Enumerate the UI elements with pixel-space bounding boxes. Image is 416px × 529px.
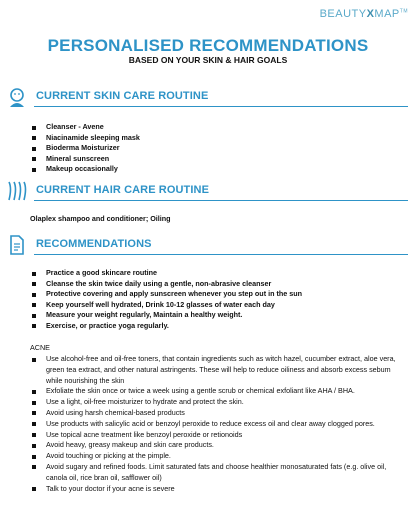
brand-mark: X (366, 8, 375, 20)
document-icon (6, 234, 28, 256)
list-item: Use topical acne treatment like benzoyl peroxide or retionoids (30, 430, 402, 441)
hair-section-title: CURRENT HAIR CARE ROUTINE (36, 184, 209, 196)
list-item: Bioderma Moisturizer (30, 143, 390, 154)
skin-section-title: CURRENT SKIN CARE ROUTINE (36, 90, 209, 102)
brand-tm: TM (399, 8, 408, 15)
section-divider (34, 106, 408, 107)
skin-section-header (6, 86, 408, 110)
hair-section-header (6, 180, 408, 204)
list-item: Use a light, oil-free moisturizer to hydrate and protect the skin. (30, 397, 402, 408)
list-item: Exercise, or practice yoga regularly. (30, 321, 400, 332)
brand-left: BEAUTY (319, 8, 367, 20)
list-item: Cleanse the skin twice daily using a gentle, non-abrasive cleanser (30, 279, 400, 290)
section-divider (34, 200, 408, 201)
list-item: Avoid touching or picking at the pimple. (30, 451, 402, 462)
section-divider (34, 254, 408, 255)
list-item: Keep yourself well hydrated, Drink 10-12 glasses of water each day (30, 300, 400, 311)
hair-routine-text: Olaplex shampoo and conditioner; Oiling (30, 214, 171, 223)
list-item: Measure your weight regularly, Maintain a healthy weight. (30, 310, 400, 321)
recs-section-title: RECOMMENDATIONS (36, 238, 152, 250)
list-item: Exfoliate the skin once or twice a week using a gentle scrub or chemical exfoliant like AHA / BHA. (30, 386, 402, 397)
list-item: Avoid sugary and refined foods. Limit saturated fats and choose healthier monosaturated fats (e.g. olive oil, canola oil, rice bran oil, safflower oil) (30, 462, 402, 484)
recommendations-list (30, 268, 400, 331)
list-item: Makeup occasionally (30, 164, 390, 175)
list-item: Talk to your doctor if your acne is severe (30, 484, 402, 495)
hair-icon (6, 180, 28, 202)
brand-logo (320, 8, 408, 20)
list-item: Niacinamide sleeping mask (30, 133, 390, 144)
skin-routine-list (30, 122, 390, 175)
list-item: Cleanser - Avene (30, 122, 390, 133)
page-title: PERSONALISED RECOMMENDATIONS (47, 36, 369, 55)
page-subtitle: BASED ON YOUR SKIN & HAIR GOALS (128, 55, 288, 65)
list-item: Use products with salicylic acid or benzoyl peroxide to reduce excess oil and clear away clogged pores. (30, 419, 402, 430)
list-item: Practice a good skincare routine (30, 268, 400, 279)
list-item: Use alcohol-free and oil-free toners, that contain ingredients such as witch hazel, cucumber extract, aloe vera, green tea extract, and other natural astringents. These will help to reduce oiliness and absorb excess sebum while nourishing the skin (30, 354, 402, 386)
face-skin-icon (6, 86, 28, 108)
list-item: Avoid using harsh chemical-based products (30, 408, 402, 419)
recs-section-header (6, 234, 408, 258)
brand-right: MAP (374, 8, 400, 20)
list-item: Avoid heavy, greasy makeup and skin care products. (30, 440, 402, 451)
acne-list (30, 354, 402, 494)
acne-label: ACNE (30, 343, 50, 352)
list-item: Protective covering and apply sunscreen whenever you step out in the sun (30, 289, 400, 300)
list-item: Mineral sunscreen (30, 154, 390, 165)
